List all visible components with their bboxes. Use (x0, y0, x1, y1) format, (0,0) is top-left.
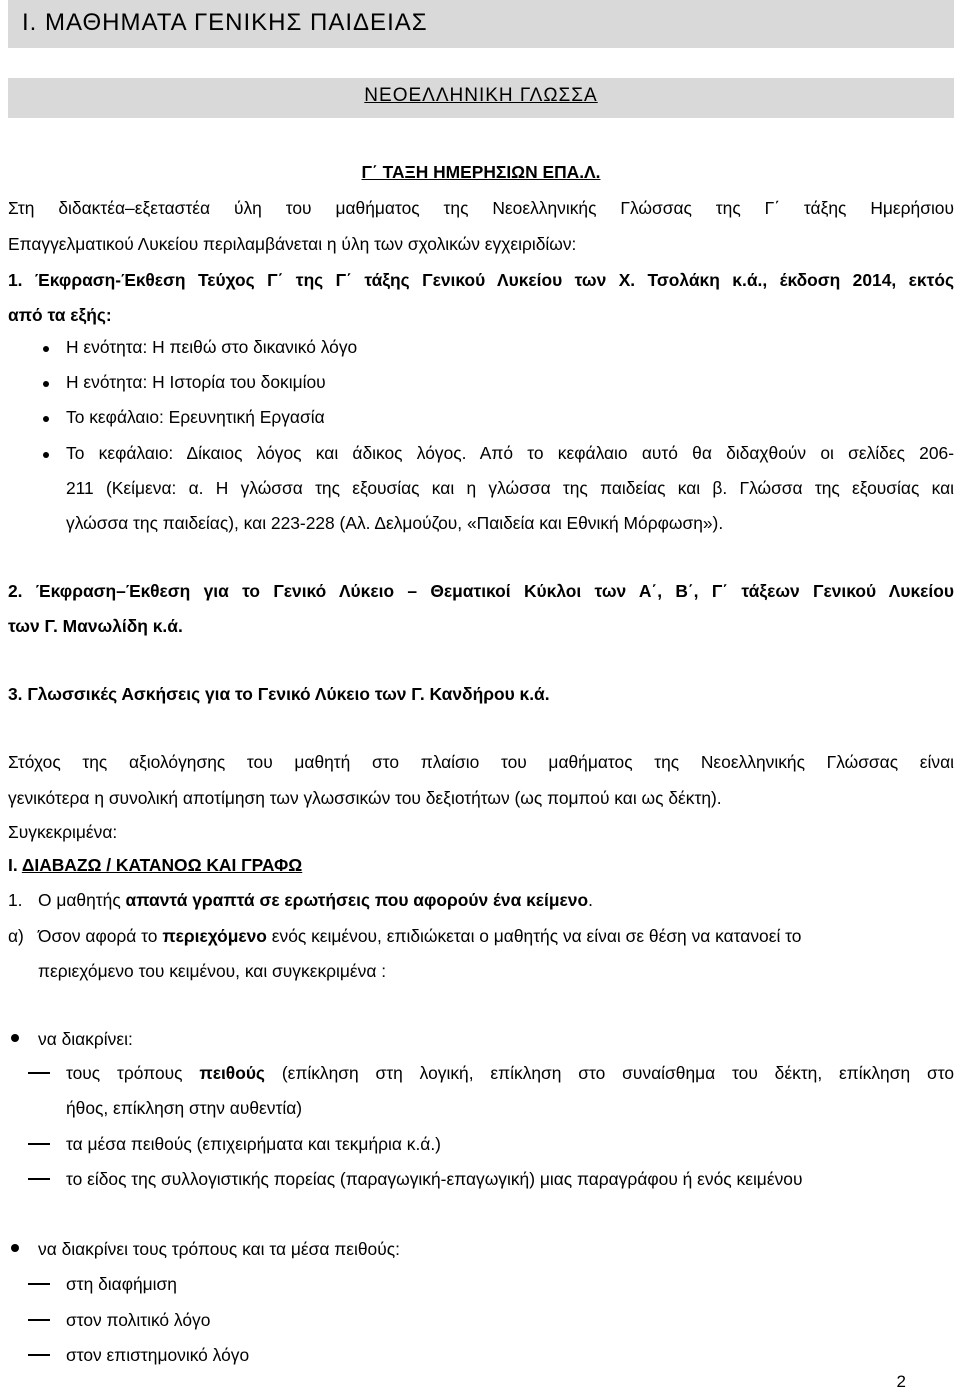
point-1-number: 1. (8, 890, 23, 910)
class-heading: Γ΄ ΤΑΞΗ ΗΜΕΡΗΣΙΩΝ ΕΠΑ.Λ. (361, 162, 601, 182)
exclusion-item-2: Η ενότητα: Η Ιστορία του δοκιμίου (66, 372, 326, 392)
goal-line-2: γενικότερα η συνολική αποτίμηση των γλωσσικών του δεξιοτήτων (ως πομπού και ως δέκτη). (8, 788, 722, 808)
dash-bullet-icon (28, 1178, 50, 1180)
book3-line: 3. Γλωσσικές Ασκήσεις για το Γενικό Λύκειο των Γ. Κανδήρου κ.ά. (8, 684, 550, 704)
exclusion-item-4-line-3: γλώσσα της παιδείας), και 223-228 (Αλ. Δελμούζου, «Παιδεία και Εθνική Μόρφωση»). (66, 513, 724, 533)
list1-item-1-line-1: τους τρόπους πειθούς (επίκληση στη λογική, επίκληση στο συναίσθημα του δέκτη, επίκληση στο (66, 1063, 954, 1083)
header-title-bar (8, 0, 954, 48)
point-1: 1. Ο μαθητής απαντά γραπτά σε ερωτήσεις που αφορούν ένα κείμενο. (8, 890, 593, 910)
section-heading (8, 853, 954, 877)
exclusion-item-4-line-2: 211 (Κείμενα: α. Η γλώσσα της εξουσίας και η γλώσσα της παιδείας και β. Γλώσσα της εξουσίας και (66, 478, 954, 498)
intro-line-2: Επαγγελματικού Λυκείου περιλαμβάνεται η ύλη των σχολικών εγχειριδίων: (8, 234, 577, 254)
list1-heading: να διακρίνει: (38, 1029, 133, 1049)
dash-bullet-icon (28, 1283, 50, 1285)
book1-line-2: από τα εξής: (8, 305, 112, 325)
exclusion-item-4-line-1: Το κεφάλαιο: Δίκαιος λόγος και άδικος λόγος. Από το κεφάλαιο αυτό θα διδαχθούν οι σελίδες 206- (66, 443, 954, 463)
point-a-line-1: α) Όσον αφορά το περιεχόμενο ενός κειμένου, επιδιώκεται ο μαθητής να είναι σε θέση να κατανοεί το (8, 926, 802, 946)
book2-line-1: 2. Έκφραση–Έκθεση για το Γενικό Λύκειο – Θεματικοί Κύκλοι των Α΄, Β΄, Γ΄ τάξεων Γενικού Λυκείου (8, 581, 954, 601)
subject-bar (8, 78, 954, 118)
header-title: Ι. ΜΑΘΗΜΑΤΑ ΓΕΝΙΚΗΣ ΠΑΙΔΕΙΑΣ (22, 9, 428, 36)
list2-item-1: στη διαφήμιση (66, 1274, 177, 1294)
section-title: ΔΙΑΒΑΖΩ / ΚΑΤΑΝΟΩ ΚΑΙ ΓΡΑΦΩ (21, 855, 303, 875)
intro-line-1: Στη διδακτέα–εξεταστέα ύλη του μαθήματος της Νεοελληνικής Γλώσσας της Γ΄ τάξης Ημερήσιου (8, 198, 954, 218)
dash-bullet-icon (28, 1319, 50, 1321)
list2-item-3: στον επιστημονικό λόγο (66, 1345, 250, 1365)
list1-item-1-line-2: ήθος, επίκληση στην αυθεντία) (66, 1098, 303, 1118)
section-prefix: Ι. (8, 855, 22, 875)
book2-line-2: των Γ. Μανωλίδη κ.ά. (8, 616, 183, 636)
bullet-dot-icon (43, 346, 49, 352)
dash-bullet-icon (28, 1354, 50, 1356)
list2-heading: να διακρίνει τους τρόπους και τα μέσα πειθούς: (38, 1239, 400, 1259)
list2-item-2: στον πολιτικό λόγο (66, 1310, 211, 1330)
dash-bullet-icon (28, 1143, 50, 1145)
dash-bullet-icon (28, 1072, 50, 1074)
subject-title: ΝΕΟΕΛΛΗΝΙΚΗ ΓΛΩΣΣΑ (364, 85, 598, 106)
book1-line-1: 1. Έκφραση-Έκθεση Τεύχος Γ΄ της Γ΄ τάξης Γενικού Λυκείου των Χ. Τσολάκη κ.ά., έκδοση 2014, εκτός (8, 270, 954, 290)
exclusion-item-3: Το κεφάλαιο: Ερευνητική Εργασία (66, 407, 325, 427)
bullet-dot-icon (11, 1244, 19, 1252)
point-a-line-2: περιεχόμενο του κειμένου, και συγκεκριμένα : (38, 961, 387, 981)
bullet-dot-icon (43, 452, 49, 458)
bullet-dot-icon (11, 1034, 19, 1042)
goal-line-1: Στόχος της αξιολόγησης του μαθητή στο πλαίσιο του μαθήματος της Νεοελληνικής Γλώσσας είναι (8, 752, 954, 772)
list1-item-3: το είδος της συλλογιστικής πορείας (παραγωγική-επαγωγική) μιας παραγράφου ή ενός κειμένου (66, 1169, 803, 1189)
goal-line-3: Συγκεκριμένα: (8, 822, 118, 842)
bullet-dot-icon (43, 381, 49, 387)
page-number: 2 (896, 1372, 906, 1391)
list1-item-2: τα μέσα πειθούς (επιχειρήματα και τεκμήρια κ.ά.) (66, 1134, 441, 1154)
point-a-label: α) (8, 926, 24, 946)
bullet-dot-icon (43, 416, 49, 422)
exclusion-item-1: Η ενότητα: Η πειθώ στο δικανικό λόγο (66, 337, 358, 357)
